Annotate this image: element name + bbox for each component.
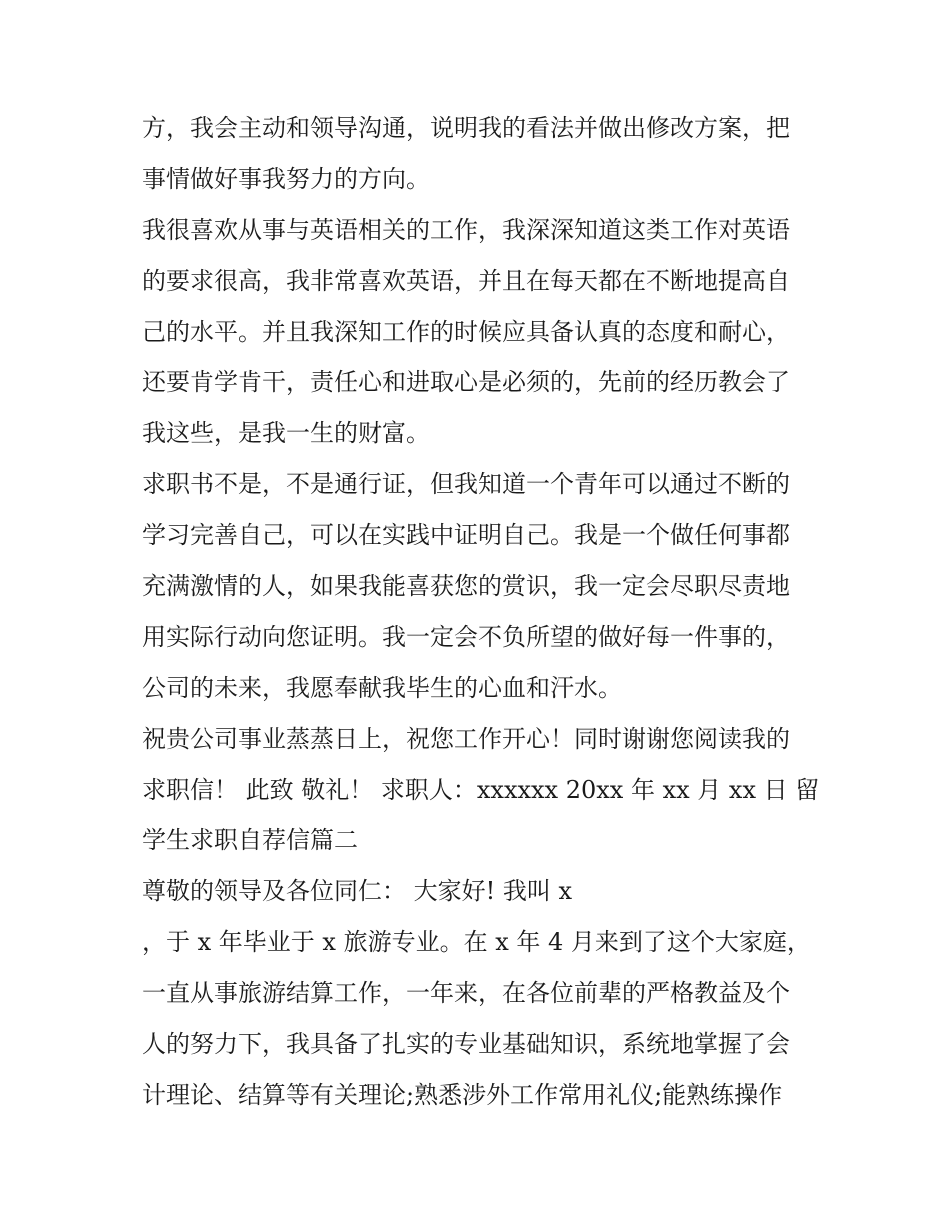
text-line: 计理论、结算等有关理论;熟悉涉外工作常用礼仪;能熟练操作 — [142, 1080, 783, 1109]
text-line: 祝贵公司事业蒸蒸日上，祝您工作开心！同时谢谢您阅读我的 — [142, 724, 790, 753]
text-line: 求职书不是，不是通行证，但我知道一个青年可以通过不断的 — [142, 470, 790, 499]
text-line: 学习完善自己，可以在实践中证明自己。我是一个做任何事都 — [142, 521, 790, 550]
text-line: 尊敬的领导及各位同仁： 大家好! 我叫 x — [142, 877, 573, 906]
text-line: 己的水平。并且我深知工作的时候应具备认真的态度和耐心， — [142, 317, 790, 346]
text-line: ，于 x 年毕业于 x 旅游专业。在 x 年 4 月来到了这个大家庭， — [142, 928, 811, 957]
text-line: 还要肯学肯干，责任心和进取心是必须的，先前的经历教会了 — [142, 368, 790, 397]
text-line: 方，我会主动和领导沟通，说明我的看法并做出修改方案，把 — [142, 114, 790, 142]
text-line: 用实际行动向您证明。我一定会不负所望的做好每一件事的， — [142, 622, 790, 651]
text-line: 人的努力下，我具备了扎实的专业基础知识，系统地掌握了会 — [142, 1030, 790, 1059]
text-line: 我这些，是我一生的财富。 — [142, 419, 430, 448]
text-line: 一直从事旅游结算工作，一年来，在各位前辈的严格教益及个 — [142, 979, 790, 1008]
document-body — [142, 103, 822, 1121]
text-line: 充满激情的人，如果我能喜获您的赏识，我一定会尽职尽责地 — [142, 572, 790, 601]
section-title: 学生求职自荐信篇二 — [142, 826, 358, 855]
text-line: 我很喜欢从事与英语相关的工作，我深深知道这类工作对英语 — [142, 215, 790, 244]
text-line: 事情做好事我努力的方向。 — [142, 164, 430, 193]
text-line: 公司的未来，我愿奉献我毕生的心血和汗水。 — [142, 673, 622, 702]
text-line: 的要求很高，我非常喜欢英语，并且在每天都在不断地提高自 — [142, 266, 790, 295]
text-line: 求职信！ 此致 敬礼！ 求职人：xxxxxx 20xx 年 xx 月 xx 日 留 — [142, 775, 820, 804]
